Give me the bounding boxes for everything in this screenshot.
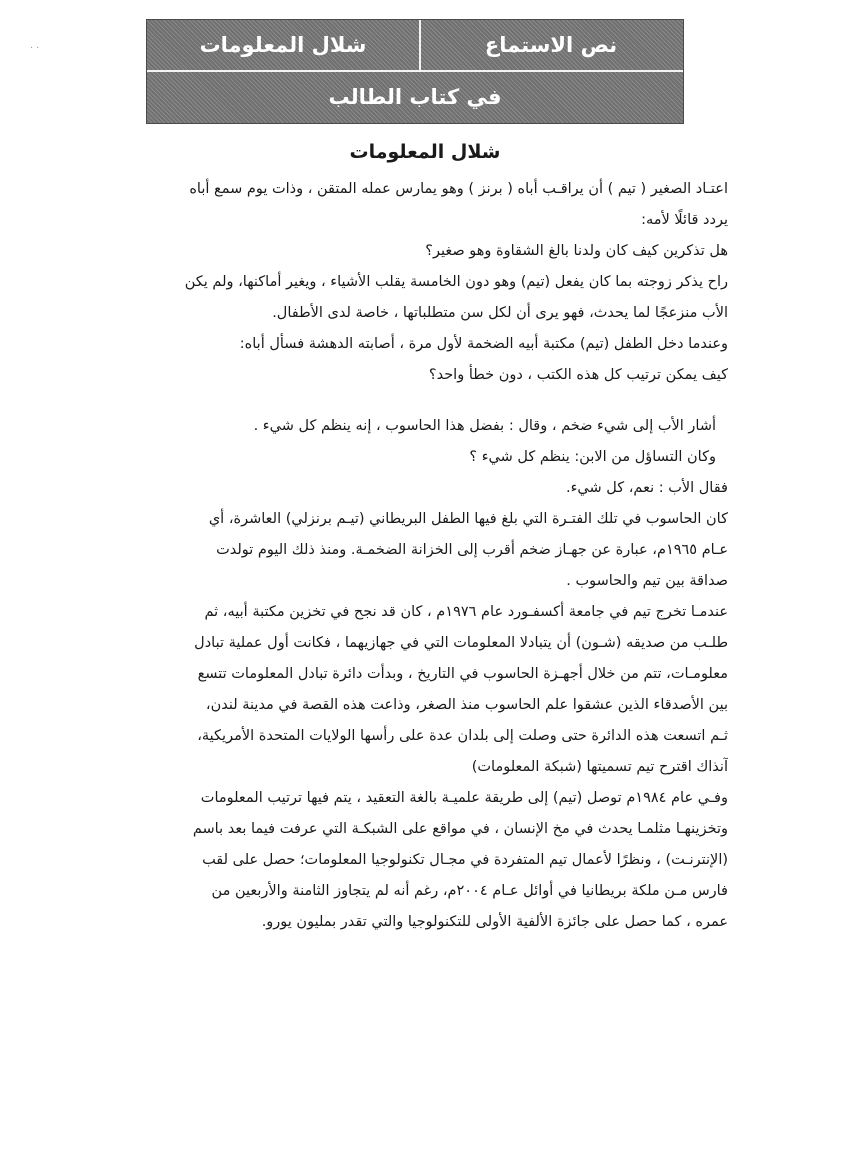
text-line: وتخزينهـا مثلمـا يحدث في مخ الإنسان ، في مواقع على الشبكـة التي عرفت فيما بعد باسم [192,821,728,837]
text-line: وكان التساؤل من الابن: ينظم كل شيء ؟ [469,449,716,465]
text-line: عندمـا تخرج تيم في جامعة أكسفـورد عام ١٩٧٦م ، كان قد نجح في تخزين مكتبة أبيه، ثم [204,604,728,620]
page-corner-marks: .. [30,40,43,51]
text-line: طلـب من صديقه (شـون) أن يتبادلا المعلومات التي في جهازيهما ، فكانت أول عملية تبادل [194,635,728,651]
paragraph-gap [100,391,728,411]
header-banner [146,19,684,124]
section-label: نص الاستماع [484,33,618,57]
banner-divider-vertical [419,20,421,70]
text-line: الأب منزعجًا لما يحدث، فهو يرى أن لكل سن متطلباتها ، خاصة لدى الأطفال. [272,305,728,321]
story-text [100,174,728,938]
text-line: معلومـات، تتم من خلال أجهـزة الحاسوب في التاريخ ، وبدأت دائرة تبادل المعلومات تتسع [197,666,728,682]
text-line: كان الحاسوب في تلك الفتـرة التي بلغ فيها الطفل البريطاني (تيـم برنزلي) العاشرة، أي [208,511,728,527]
text-line: فارس مـن ملكة بريطانيا في أوائل عـام ٢٠٠٤م، رغم أنه لم يتجاوز الثامنة والأربعين من [211,883,728,899]
text-line: عمره ، كما حصل على جائزة الألفية الأولى للتكنولوجيا والتي تقدر بمليون يورو. [261,914,728,930]
text-line: عـام ١٩٦٥م، عبارة عن جهـاز ضخم أقرب إلى الخزانة الضخمـة. ومنذ ذلك اليوم تولدت [216,542,728,558]
text-line: راح يذكر زوجته بما كان يفعل (تيم) وهو دون الخامسة يقلب الأشياء ، ويغير أماكنها، ولم يكن [184,274,728,290]
text-line: (الإنترنـت) ، ونظرًا لأعمال تيم المتفردة في مجـال تكنولوجيا المعلومات؛ حصل على لقب [202,852,728,868]
text-line: وعندما دخل الطفل (تيم) مكتبة أبيه الضخمة لأول مرة ، أصابته الدهشة فسأل أباه: [239,336,728,352]
text-line: أشار الأب إلى شيء ضخم ، وقال : بفضل هذا الحاسوب ، إنه ينظم كل شيء . [253,418,716,434]
text-line: ثـم اتسعت هذه الدائرة حتى وصلت إلى بلدان عدة على رأسها الولايات المتحدة الأمريكية، [197,728,728,744]
text-line: يردد قائلًا لأمه: [641,212,728,228]
text-line: صداقة بين تيم والحاسوب . [566,573,728,589]
text-line: كيف يمكن ترتيب كل هذه الكتب ، دون خطأ واحد؟ [428,367,728,383]
text-line: هل تذكرين كيف كان ولدنا بالغ الشقاوة وهو صغير؟ [425,243,728,259]
text-line: فقال الأب : نعم، كل شيء. [565,480,728,496]
text-line: آنذاك اقترح تيم تسميتها (شبكة المعلومات) [471,759,728,775]
lesson-title-label: شلال المعلومات [199,33,367,57]
book-location-label: في كتاب الطالب [328,85,502,109]
text-line: بين الأصدقاء الذين عشقوا علم الحاسوب منذ الصغر، وذاعت هذه القصة في مدينة لندن، [205,697,728,713]
text-line: اعتـاد الصغير ( تيم ) أن يراقـب أباه ( برنز ) وهو يمارس عمله المتقن ، وذات يوم سمع أباه [189,181,728,197]
text-line: وفـي عام ١٩٨٤م توصل (تيم) إلى طريقة علميـة بالغة التعقيد ، يتم فيها ترتيب المعلومات [200,790,728,806]
page-title: شلال المعلومات [349,141,501,163]
